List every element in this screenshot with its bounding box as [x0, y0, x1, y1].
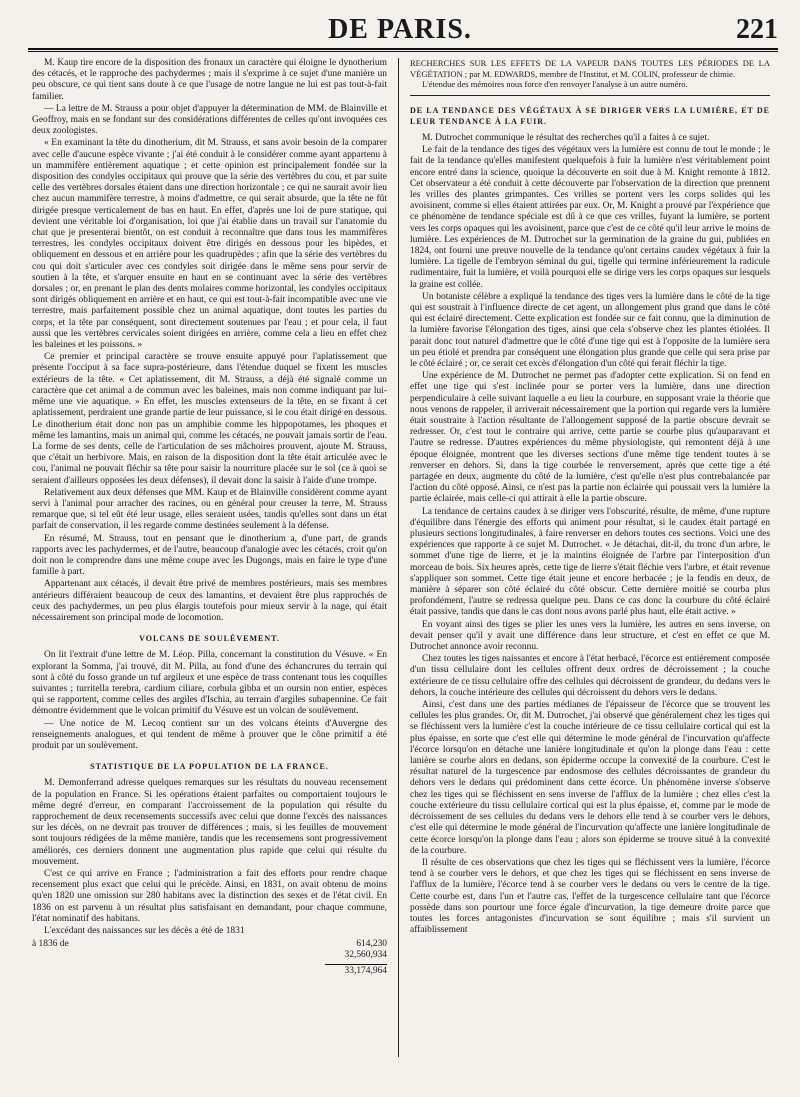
- article-paragraph: M. Kaup tire encore de la disposition des fronaux un caractère qui éloigne le dynotherium des cétacés, et le rapproche des pachydermes ; mais il s'exprime à ce sujet d'une manière un peu obscure, ce qui tient sans doute à ce que l'usage de notre langue ne lui est pas tout-à-fait familier.: [32, 58, 387, 102]
- intro-note: L'étendue des mémoires nous force d'en renvoyer l'analyse à un autre numéro.: [422, 79, 688, 89]
- section-heading-volcans: VOLCANS DE SOULÈVEMENT.: [139, 634, 280, 644]
- article-paragraph: Chez toutes les tiges naissantes et encore à l'état herbacé, l'écorce est entièrement composée d'un tissu cellulaire dont les cellules offrent deux ordres de décroissement ; la couche extérieure de ce tissu cellulaire offre des cellules qui décroissent de grandeur, du dedans vers le dehors, la couche intérieure des cellules qui décroissent du dehors vers le dedans.: [410, 654, 770, 698]
- totals-sum: 33,174,964: [325, 964, 387, 977]
- column-divider: [398, 58, 399, 1057]
- page-title: DE PARIS.: [328, 14, 472, 45]
- left-column: [32, 58, 387, 1079]
- article-paragraph: M. Dutrochet communique le résultat des recherches qu'il a faites à ce sujet.: [422, 132, 710, 143]
- page-header: [0, 0, 800, 50]
- totals-value: 32,560,934: [344, 950, 387, 961]
- header-rule-thin: [28, 51, 778, 52]
- article-paragraph: En voyant ainsi des tiges se plier les unes vers la lumière, les autres en sens inverse, on devait penser qu'il y avait une différence dans leur structure, et c'est en effet ce que M. Dutrochet annonce avoir reconnu.: [410, 619, 770, 653]
- article-paragraph: Ainsi, c'est dans une des parties médianes de l'épaisseur de l'écorce que se trouvent les cellules les plus grandes. Or, dit M. Dutrochet, j'ai observé que généralement chez les tiges qui se fléchissent vers la lumière c'est la couche intérieure de ce tissu cellulaire cortical qui est la plus épaisse, en sorte que c'est elle qui détermine le mode général de l'incurvation qu'affecte l'écorce lorsqu'on en détache une lanière longitudinale et qu'on la plonge dans l'eau : cette lanière se courbe alors en dedans, son épiderme occupe la convexité de la courbure. C'est le résultat naturel de la turgescence par endosmose des cellules décroissantes de grandeur du dehors vers le dedans qui prédominent dans cette écorce. Un phénomène inverse s'observe chez les tiges qui se fléchissent en sens inverse de l'afflux de la lumière ; chez elles c'est la couche extérieure du tissu cellulaire cortical qui est la plus épaisse, et, comme par le mode de décroissement de ses cellules du dedans vers le dehors elle tend à se courber vers le dehors, c'est elle qui détermine le mode général de l'incurvation qu'affecte une lanière longitudinale de cette écorce lorsqu'on la plonge dans l'eau ; alors son épiderme se trouve situé à la convexité de la courbure.: [410, 700, 770, 856]
- intro-notice: [410, 58, 770, 96]
- article-paragraph: C'est ce qui arrive en France ; l'administration a fait des efforts pour rendre chaque recensement plus exact que celui qui le précède. Ainsi, en 1831, on avait obtenu de moins qu'en 1820 une omission sur 280 habitans avec la distinction des sexes et de l'état civil. En 1836 on est parvenu à un résultat plus satisfaisant en demandant, pour chaque commune, l'état nominatif des habitans.: [32, 869, 387, 924]
- article-paragraph: Ce premier et principal caractère se trouve ensuite appuyé pour l'aplatissement que présente l'occiput à sa face supra-postérieure, dans l'étendue duquel se fixent les muscles extérieurs de la tête. « Cet aplatissement, dit M. Strauss, a déjà été signalé comme un caractère que cet animal a de commun avec les baleines, mais non comme indiquant par lui-même une vie aquatique. » En effet, les muscles extenseurs de la tête, en se fixant à cet aplatissement, perdraient une grande partie de leur puissance, si le cou était dirigé en dessous. Le dinotherium était donc non pas un amphibie comme les hippopotames, les phoques et même les lamantins, mais un animal qui, comme les cétacés, ne pouvait jamais sortir de l'eau. La forme de ses dents, celle de l'articulation de ses mâchoires prouvent, ajoute M. Strauss, que c'était un herbivore. Mais, en raison de la disposition dont la tête était articulée avec le cou, l'animal ne pouvait fléchir sa tête pour saisir la nourriture placée sur le sol (ce à quoi se seraient d'ailleurs opposées les deux défenses), il devait donc la saisir à l'aide d'une trompe.: [32, 352, 387, 486]
- article-paragraph: En résumé, M. Strauss, tout en pensant que le dinotherium a, d'une part, de grands rapports avec les pachydermes, et de l'autre, beaucoup d'analogie avec les cétacés, croit qu'on doit non le comprendre dans une même coupe avec les Dugongs, mais en faire le type d'une famille à part.: [32, 533, 387, 578]
- article-paragraph: L'excédant des naissances sur les décès a été de 1831: [44, 926, 245, 937]
- section-heading-tendance: DE LA TENDANCE DES VÉGÉTAUX À SE DIRIGER VERS LA LUMIÈRE, ET DE LEUR TENDANCE À LA FUIR.: [410, 105, 770, 126]
- article-paragraph: Il résulte de ces observations que chez les tiges qui se fléchissent vers la lumière, l'écorce tend à se courber vers le dehors, et que chez les tiges qui se fléchissent en sens inverse de l'afflux de la lumière, l'écorce tend à se courber vers le dedans ou vers le centre de la tige. Cette courbe est, dans l'un et l'autre cas, l'effet de la turgescence cellulaire tant que l'écorce possède dans son pourtour une force égale d'incurvation, la tige demeure droite parce que toutes les forces antagonistes d'incurvation se sont équilibre ; mais s'il survient un affaiblissement: [410, 857, 770, 936]
- article-paragraph: Une expérience de M. Dutrochet ne permet pas d'adopter cette explication. Si on fend en effet une tige qui s'est inclinée pour se porter vers la lumière, dans une direction perpendiculaire à celle suivant laquelle a eu lieu la courbure, en supposant vraie la théorie que nous venons de rappeler, il arriverait nécessairement que la portion qui regarde vers la lumière était soustraite à l'action résultante de l'allongement supposé de la partie obscure devrait se redresser. Or, c'est tout le contraire qui arrive, cette partie se courbe plus qu'auparavant et l'autre se redresse. D'autres expériences du même physiologiste, qui remontent déjà à une époque éloignée, montrent que les diverses sections d'une même tige tendent toutes à se renverser en dehors. Si, dans la tige courbée le renversement, après que cette tige a été partagée en deux, augmente du côté de la lumière, c'est qu'elle n'est plus contrebalancée par l'action du côté opposé. Ainsi, ce n'est pas la partie non éclairée qui poussait vers la lumière la partie éclairée, mais celle-ci qui attirait à elle la partie obscure.: [410, 371, 770, 505]
- page-number: 221: [736, 14, 778, 45]
- article-paragraph: Appartenant aux cétacés, il devait être privé de membres postérieurs, mais ses membres antérieurs différaient beaucoup de ceux des lamantins, et devaient être plus rapprochés de ceux des pachydermes, un peu plus élargis toutefois pour mieux servir à la nage, qui était nécessairement son principal mode de locomotion.: [32, 579, 387, 623]
- header-rule: [28, 48, 778, 50]
- article-paragraph: M. Demonferrand adresse quelques remarques sur les résultats du nouveau recensement de la population en France. Si les opérations étaient parfaites ou comportaient toujours le même degré d'erreur, en comparant l'accroissement de la population qui résulte du rapprochement de deux recensements successifs avec celui que donne l'excès des naissances sur les décès, on ne devrait pas trouver de différences ; mais, si les feuilles de mouvement sont toujours rédigées de la même manière, tandis que les recensemens sont progressivement améliorés, ces derniers donnent une augmentation plus rapide que celui qui résulte du mouvement.: [32, 778, 387, 867]
- totals-value: 614,230: [356, 939, 387, 950]
- totals-row: [32, 939, 387, 950]
- article-paragraph: La tendance de certains caudex à se diriger vers l'obscurité, résulte, de même, d'une rupture d'équilibre dans l'énergie des efforts qui animent pour résultat, si le caudex était partagé en plusieurs sections longitudinales, à faire renverser en dehors toutes ces sections. Voici une des expériences que rapporte à ce sujet M. Dutrochet. « Je détachai, dit-il, du tronc d'un arbre, le sommet d'une tige de lierre, et je la maintins éloignée de l'arbre par l'interposition d'un morceau de bois. Six heures après, cette tige de lierre s'était fléchie vers l'arbre, et était revenue s'appliquer son sommet. Cette tige était jeune et encore herbacée ; je la fendis en deux, de manière à séparer son côté éclairé du côté obscur. Cette dernière moitié se courba plus profondément, l'autre se redressa quelque peu. Dans ce cas donc la courbure du côté éclairé était passive, tandis que dans le cas dont nous avons parlé plus haut, elle était active. »: [410, 506, 770, 618]
- article-paragraph: — Une notice de M. Lecoq contient sur un des volcans éteints d'Auvergne des renseignements analogues, et qui tendent de même à prouver que le cône primitif a été produit par un soulèvement.: [32, 718, 387, 751]
- article-paragraph: « En examinant la tête du dinotherium, dit M. Strauss, et sans avoir besoin de la comparer avec celle d'aucune espèce vivante ; j'ai été conduit à le considérer comme ayant appartenu à un mammifère entièrement aquatique ; et cette opinion est principalement fondée sur la disposition des condyles occipitaux qui prouve que la série des vertèbres du cou, et par suite celle des vertèbres dorsales étaient dans une direction horizontale ; ce qui ne saurait avoir lieu chez aucun mammifère terrestre, à moins d'admettre, ce qui serait absurde, que la tête ne fût dirigée presque verticalement de bas en haut. En effet, d'après une loi de pure statique, qui devient une véritable loi d'organisation, loi que j'ai établie dans un travail sur l'anatomie du chat que je presenterai bientôt, on est conduit à reconnaître que dans tous les mammifères terrestres, les condyles occipitaux doivent être dirigés en dessous pour les bipèdes, et obliquement en dessous et en arrière pour les quadrupèdes ; afin que la série des vertèbres du cou qui doit s'articuler avec ces condyles soit dirigée dans le même sens pour servir de soutien à la tête, et s'arquer ensuite en haut en se continuant avec la série des vertèbres dorsales ; or, en prenant le plan des dents molaires comme horizontal, les condyles occipitaux sont dirigés obliquement en arrière et en haut, ce qui est tout-à-fait incompatible avec une vie terrestre, mais parfaitement possible chez un animal aquatique, dont toutes les parties du corps, et la tête par conséquent, sont directement soutenues par l'eau ; et pour cela, il faut aussi que les vertèbres cervicales soient dirigées en arrière, comme cela a lieu en effet chez les baleines et les poissons. »: [32, 138, 387, 351]
- article-paragraph: Le fait de la tendance des tiges des végétaux vers la lumière est connu de tout le monde ; le fait de la tendance qu'elles manifestent quelquefois à fuir la lumière n'est véritablement point encore entré dans la science, quoique la découverte en soit due à M. Knight remonte à 1812. Cet observateur a été conduit à cette découverte par l'observation de la direction que prennent les vrilles des plantes grimpantes. Ces vrilles se portent vers les corps solides qui les avoisinent, comme si elles étaient attirées par eux. Or, M. Knight a prouvé par l'expérience que ce phénomène de tendance spéciale est dû à ce que ces vrilles, fuyant la lumière, se portent vers les corps opaques qui les avoisinent, parce que c'est de ce côté qu'il leur arrive le moins de lumière. Les expériences de M. Dutrochet sur la germination de la graine du gui, publiées en 1824, ont fourni une preuve nouvelle de la tendance qu'ont certains caudex végétaux à fuir la lumière. La tigelle de l'embryon séminal du gui, tigelle qui termine inférieurement la radicule rudimentaire, fuit la lumière, et voilà pourquoi elle se dirige vers les corps opaques sur lesquels la graine est collée.: [410, 145, 770, 290]
- population-totals: [32, 939, 387, 977]
- article-paragraph: On lit l'extrait d'une lettre de M. Léop. Pilla, concernant la constitution du Vésuve. « En explorant la Somma, j'ai trouvé, dit M. Pilla, au fond d'une des échancrures du terrain qui sont à côté du fosso grande un tuf argileux et une espèce de trass contenant tous les coquilles suivantes ; turritella terebra, cardium ciliare, corbula gibba et un oursin non entier, espèces qui se rapportent, comme celles des argiles d'Ischia, au terrain d'argiles subapennine. Ce fait démontre évidemment que le volcan primitif du Vésuve est un volcan de soulèvement.: [32, 650, 387, 717]
- section-heading-statistique: STATISTIQUE DE LA POPULATION DE LA FRANCE.: [90, 762, 329, 772]
- article-paragraph: Un botaniste célèbre a expliqué la tendance des tiges vers la lumière dans le côté de la tige qui est soustrait à l'influence directe de cet agent, un allongement plus grand que dans le côté qui est éclairé directement. Cette explication est fondée sur ce fait connu, que la diminution de la lumière favorise l'élongation des tiges, ainsi que cela s'observe chez les plantes étiolées. Il parait donc tout naturel d'admettre que le côté d'une tige qui est à l'opposite de la lumière sera un peu étiolé et prendra par conséquent une élongation plus grande que celle qui sera prise par le côté éclairé ; or, ce serait cet excès d'élongation d'un côté qui ferait fléchir la tige.: [410, 291, 770, 369]
- intro-title: RECHERCHES SUR LES EFFETS DE LA VAPEUR DANS TOUTES LES PÉRIODES DE LA VÉGÉTATION ; par M. EDWARDS, membre de l'Institut, et M. COLIN, professeur de chimie.: [410, 58, 770, 79]
- totals-row: [32, 950, 387, 961]
- totals-label: à 1836 de: [32, 939, 69, 950]
- article-paragraph: Relativement aux deux défenses que MM. Kaup et de Blainville considèrent comme ayant servi à l'animal pour arracher des racines, ou en général pour creuser la terre, M. Strauss remarque que, si tel eût été leur usage, elles seraient usées, tandis qu'elles sont dans un état parfait de conservation, il les regarde comme destinées seulement à la défense.: [32, 487, 387, 532]
- right-column: [410, 58, 770, 1079]
- article-paragraph: — La lettre de M. Strauss a pour objet d'appuyer la détermination de MM. de Blainville et Geoffroy, mais en se fondant sur des considérations différentes de celles qu'ont invoquées ces deux zoologistes.: [32, 103, 387, 137]
